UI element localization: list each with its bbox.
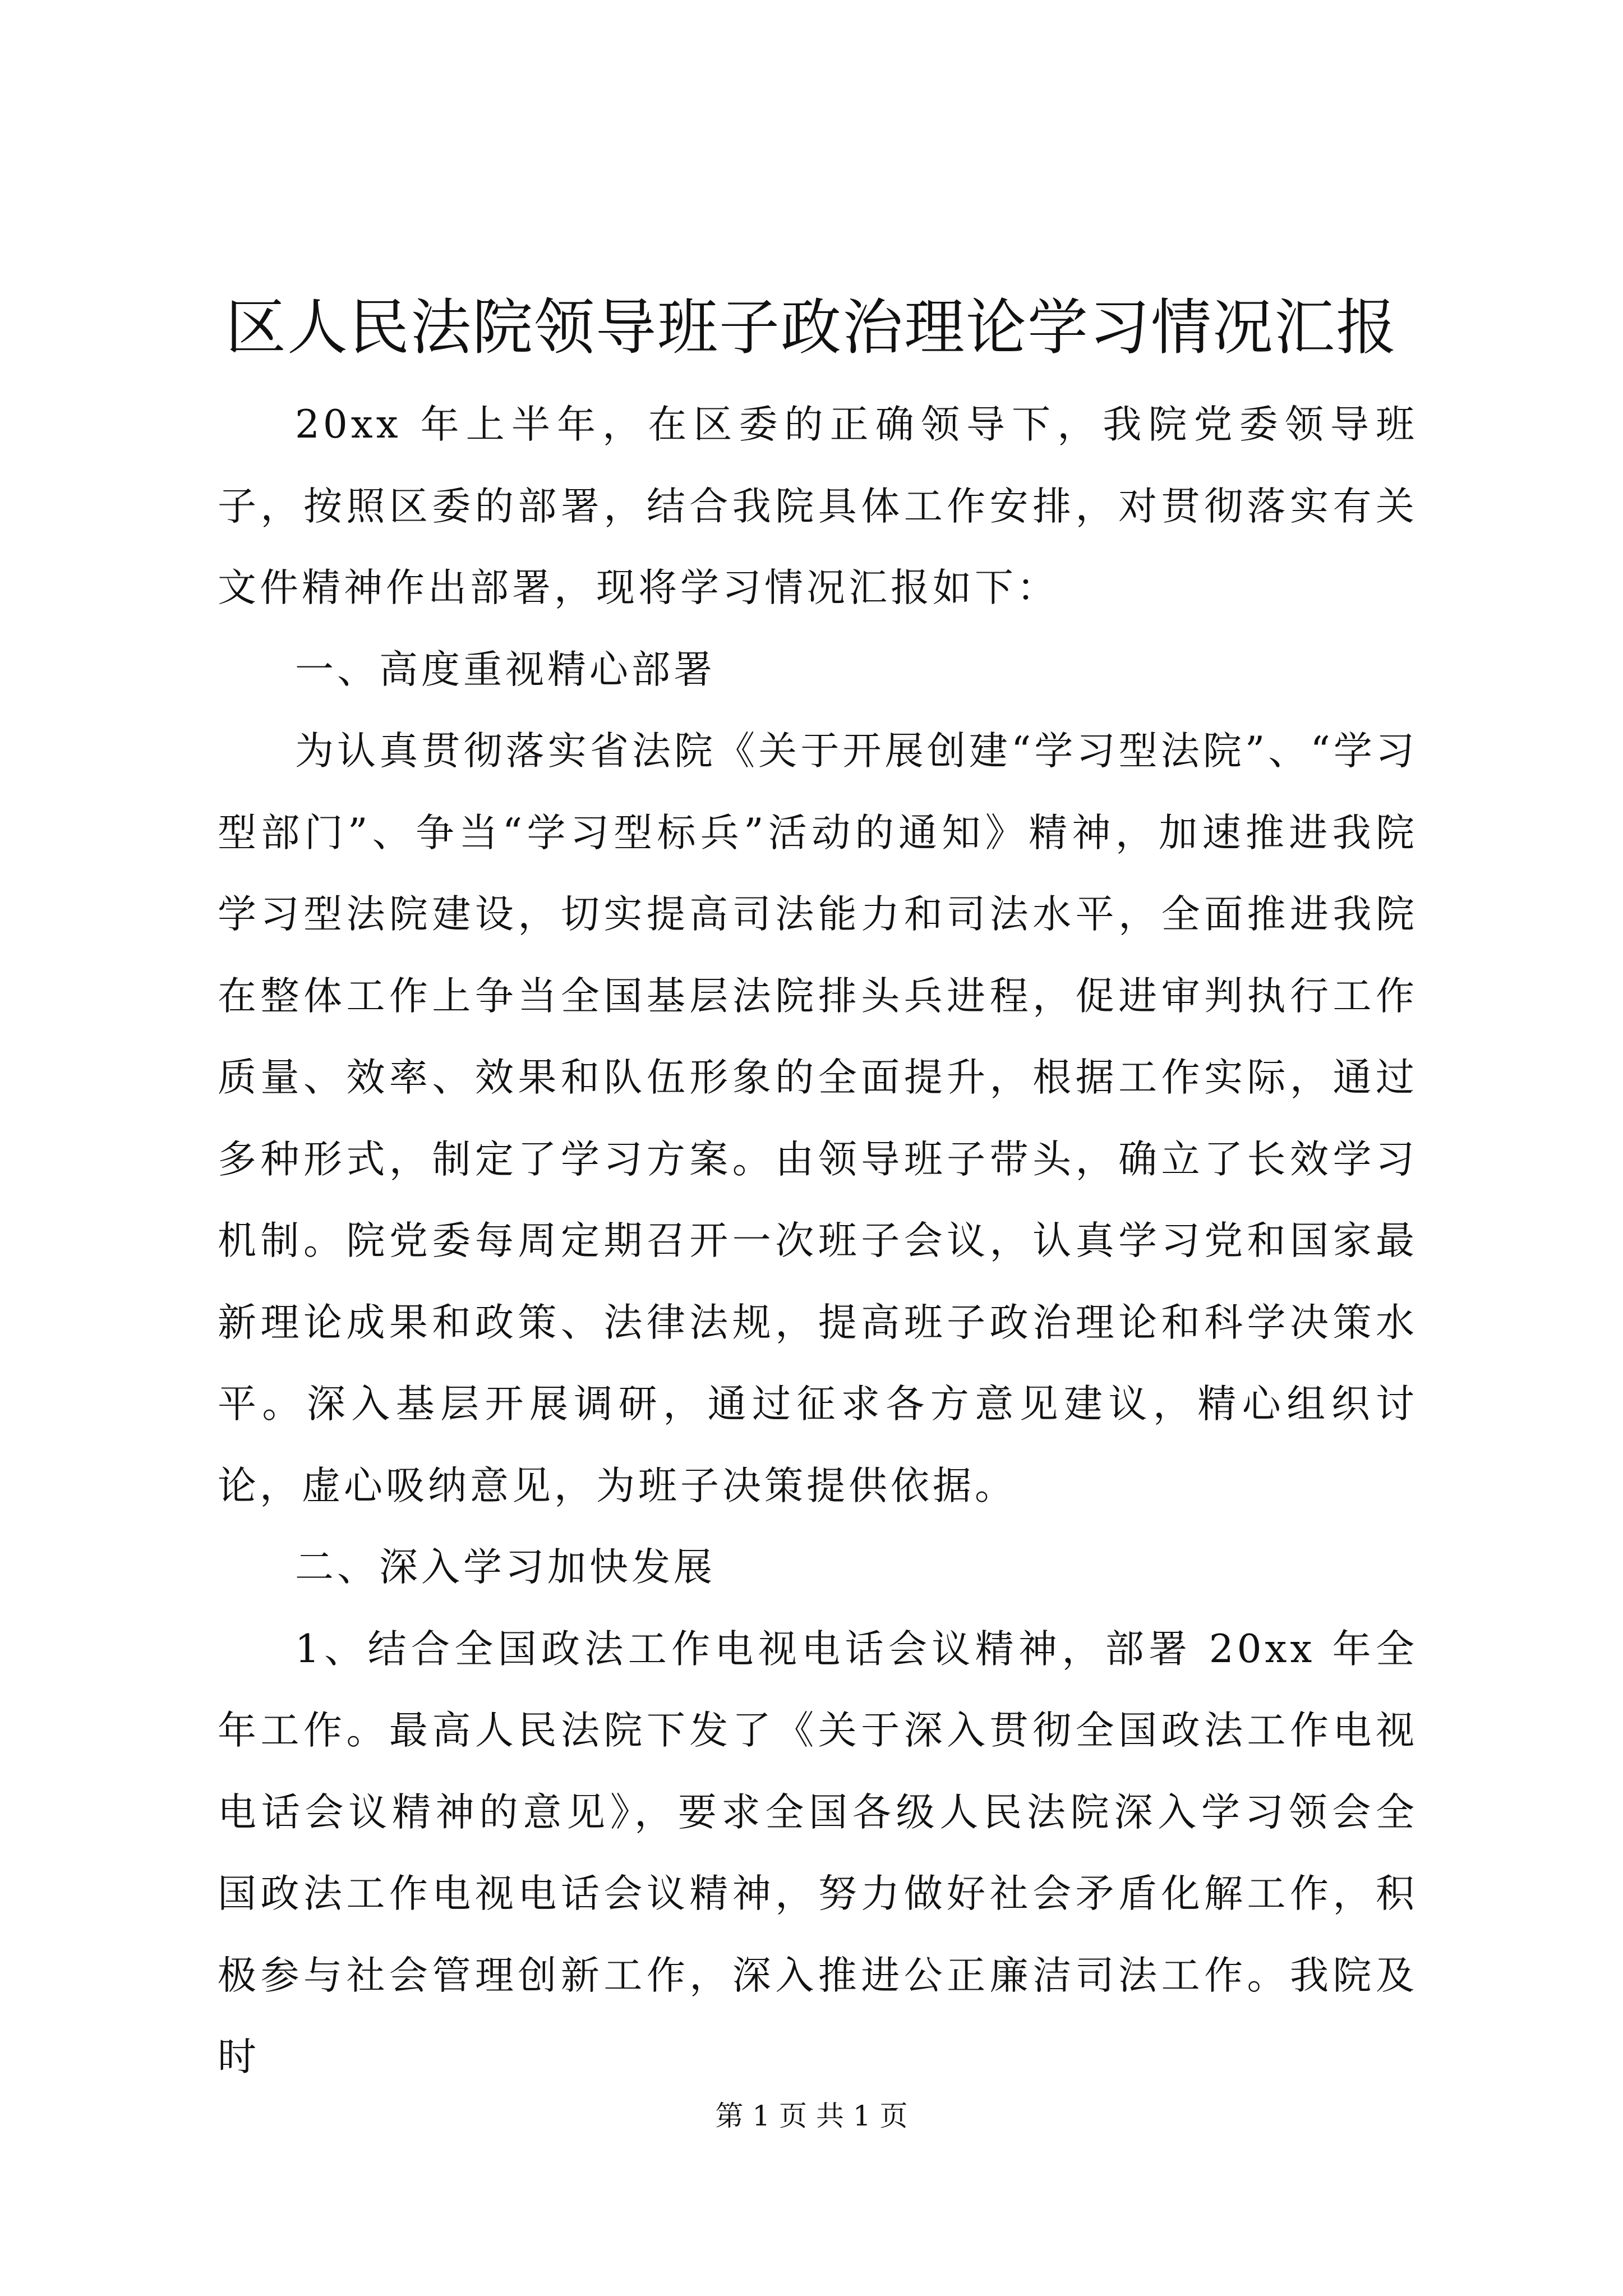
section-1-paragraph: 为认真贯彻落实省法院《关于开展创建“学习型法院”、“学习型部门”、争当“学习型标兵”活动的通知》精神，加速推进我院学习型法院建设，切实提高司法能力和司法水平，全面推进我院在整体工作上争当全国基层法院排头兵进程，促进审判执行工作质量、效率、效果和队伍形象的全面提升，根据工作实际，通过多种形式，制定了学习方案。由领导班子带头，确立了长效学习机制。院党委每周定期召开一次班子会议，认真学习党和国家最新理论成果和政策、法律法规，提高班子政治理论和科学决策水平。深入基层开展调研，通过征求各方意见建议，精心组织讨论，虚心吸纳意见，为班子决策提供依据。 xyxy=(218,729,1418,1508)
intro-paragraph: 20xx 年上半年，在区委的正确领导下，我院党委领导班子，按照区委的部署，结合我院具体工作安排，对贯彻落实有关文件精神作出部署，现将学习情况汇报如下： xyxy=(218,402,1418,610)
section-heading-2: 二、深入学习加快发展 xyxy=(295,1545,716,1590)
page-footer: 第 1 页 共 1 页 xyxy=(715,2100,908,2132)
document-body xyxy=(218,384,1418,2099)
document-title: 区人民法院领导班子政治理论学习情况汇报 xyxy=(225,293,1398,363)
section-heading-1: 一、高度重视精心部署 xyxy=(295,647,716,692)
section-2-paragraph: 1、结合全国政法工作电视电话会议精神，部署 20xx 年全年工作。最高人民法院下发了《关于深入贯彻全国政法工作电视电话会议精神的意见》，要求全国各级人民法院深入学习领会全国政法工作电视电话会议精神，努力做好社会矛盾化解工作，积极参与社会管理创新工作，深入推进公正廉洁司法工作。我院及时 xyxy=(218,1626,1418,2079)
